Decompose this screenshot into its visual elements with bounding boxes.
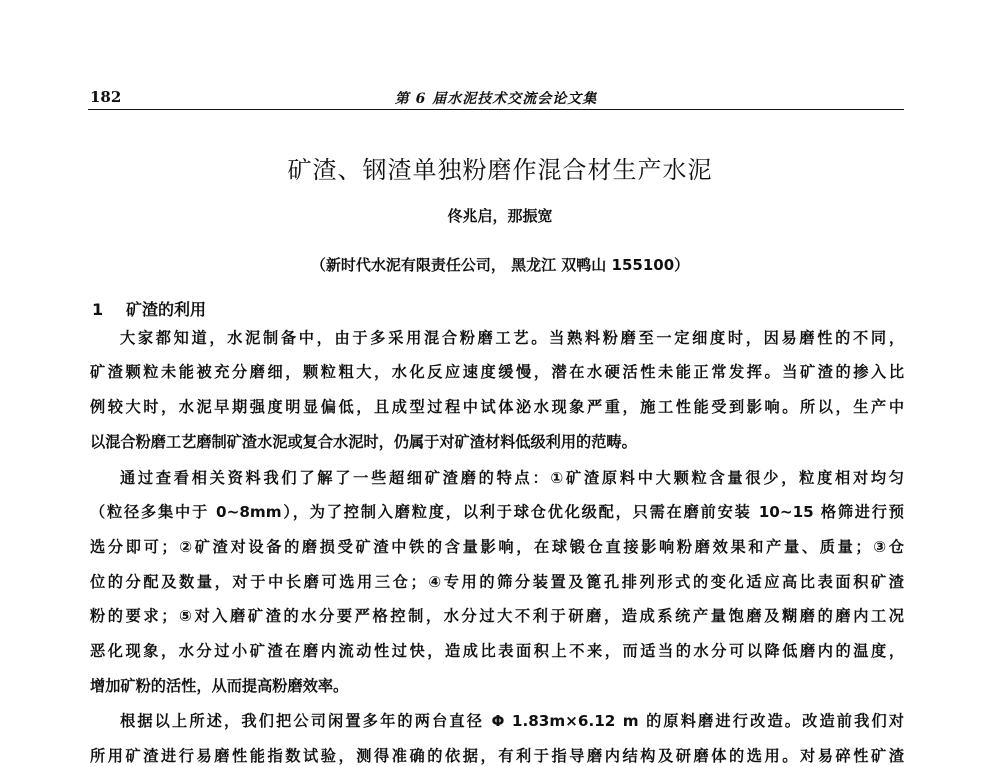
body-line: 增加矿粉的活性，从而提高粉磨效率。 (90, 677, 349, 695)
section-number: 1 (92, 300, 104, 319)
body-line: 大家都知道，水泥制备中，由于多采用混合粉磨工艺。当熟料粉磨至一定细度时，因易磨性的不同， (120, 329, 904, 347)
body-line: 恶化现象，水分过小矿渣在磨内流动性过快，造成比表面积上不来，而适当的水分可以降低磨内的温度， (90, 642, 904, 660)
body-line: （粒径多集中于 0~8mm），为了控制入磨粒度，以利于球仓优化级配，只需在磨前安装 10~15 格筛进行预 (90, 503, 904, 521)
journal-title: 第 6 届水泥技术交流会论文集 (394, 91, 598, 107)
body-line: 例较大时，水泥早期强度明显偏低，且成型过程中试体泌水现象严重，施工性能受到影响。所以，生产中 (90, 398, 904, 416)
section-title: 矿渣的利用 (126, 300, 207, 319)
body-line: 以混合粉磨工艺磨制矿渣水泥或复合水泥时，仍属于对矿渣材料低级利用的范畴。 (90, 433, 637, 451)
paper-affiliation: （新时代水泥有限责任公司， 黑龙江 双鸭山 155100） (310, 256, 690, 274)
running-header (88, 88, 904, 110)
body-line: 矿渣颗粒未能被充分磨细，颗粒粗大，水化反应速度缓慢，潜在水硬活性未能正常发挥。当矿渣的掺入比 (90, 363, 904, 381)
page-number: 182 (90, 88, 122, 106)
body-line: 粉的要求；⑤对入磨矿渣的水分要严格控制，水分过大不利于研磨，造成系统产量饱磨及糊磨的磨内工况 (90, 607, 904, 625)
section-heading (92, 297, 206, 320)
body-line: 根据以上所述，我们把公司闲置多年的两台直径 Φ 1.83m×6.12 m 的原料磨进行改造。改造前我们对 (120, 712, 904, 730)
body-line: 所用矿渣进行易磨性能指数试验，测得准确的依据，有利于指导磨内结构及研磨体的选用。对易碎性矿渣 (90, 747, 904, 765)
header-rule (88, 109, 904, 110)
paper-authors: 佟兆启，那振宽 (447, 207, 553, 225)
body-line: 通过查看相关资料我们了解了一些超细矿渣磨的特点：①矿渣原料中大颗粒含量很少，粒度相对均匀 (120, 469, 904, 487)
body-line: 位的分配及数量，对于中长磨可选用三仓；④专用的筛分装置及篦孔排列形式的变化适应高比表面积矿渣 (90, 573, 904, 591)
paper-title: 矿渣、钢渣单独粉磨作混合材生产水泥 (287, 156, 713, 184)
body-line: 选分即可；②矿渣对设备的磨损受矿渣中铁的含量影响，在球锻仓直接影响粉磨效果和产量、质量；③仓 (90, 538, 904, 556)
